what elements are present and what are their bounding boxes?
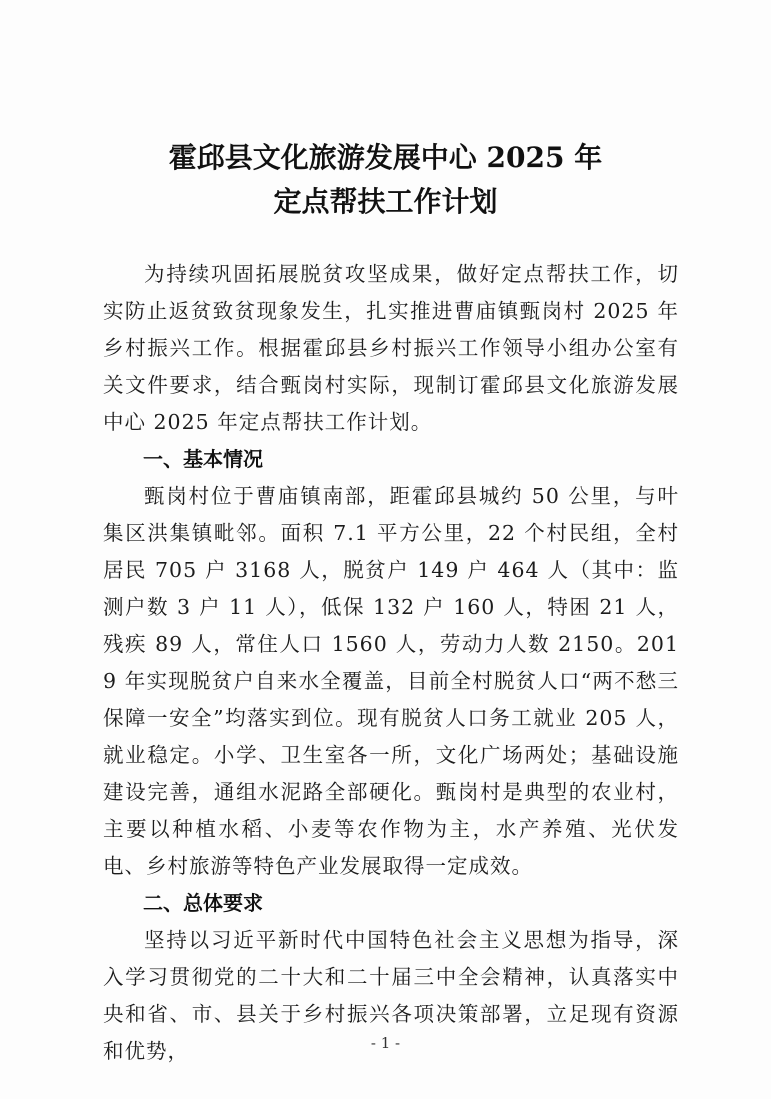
document-body <box>103 256 679 1070</box>
section-heading-basic-situation: 一、基本情况 <box>143 447 263 471</box>
section-heading-overall-requirements: 二、总体要求 <box>143 891 263 915</box>
document-title-line1: 霍邱县文化旅游发展中心 2025 年 <box>168 141 603 174</box>
section-paragraph-overall-requirements: 坚持以习近平新时代中国特色社会主义思想为指导，深入学习贯彻党的二十大和二十届三中全会精神，认真落实中央和省、市、县关于乡村振兴各项决策部署，立足现有资源和优势， <box>103 928 679 1063</box>
page-number: - 1 - <box>370 1034 401 1052</box>
intro-paragraph: 为持续巩固拓展脱贫攻坚成果，做好定点帮扶工作，切实防止返贫致贫现象发生，扎实推进曹庙镇甄岗村 2025 年乡村振兴工作。根据霍邱县乡村振兴工作领导小组办公室有关文件要求，结合甄岗村实际，现制订霍邱县文化旅游发展中心 2025 年定点帮扶工作计划。 <box>103 262 679 434</box>
section-paragraph-basic-situation: 甄岗村位于曹庙镇南部，距霍邱县城约 50 公里，与叶集区洪集镇毗邻。面积 7.1 平方公里，22 个村民组，全村居民 705 户 3168 人，脱贫户 149 户 464 人（其中：监测户数 3 户 11 人），低保 132 户 160 人，特困 21 人，残疾 89 人，常住人口 1560 人，劳动力人数 2150。2019 年实现脱贫户自来水全覆盖，目前全村脱贫人口“两不愁三保障一安全”均落实到位。现有脱贫人口务工就业 205 人，就业稳定。小学、卫生室各一所，文化广场两处；基础设施建设完善，通组水泥路全部硬化。甄岗村是典型的农业村，主要以种植水稻、小麦等农作物为主，水产养殖、光伏发电、乡村旅游等特色产业发展取得一定成效。 <box>103 484 679 878</box>
document-title-line2: 定点帮扶工作计划 <box>273 185 498 218</box>
